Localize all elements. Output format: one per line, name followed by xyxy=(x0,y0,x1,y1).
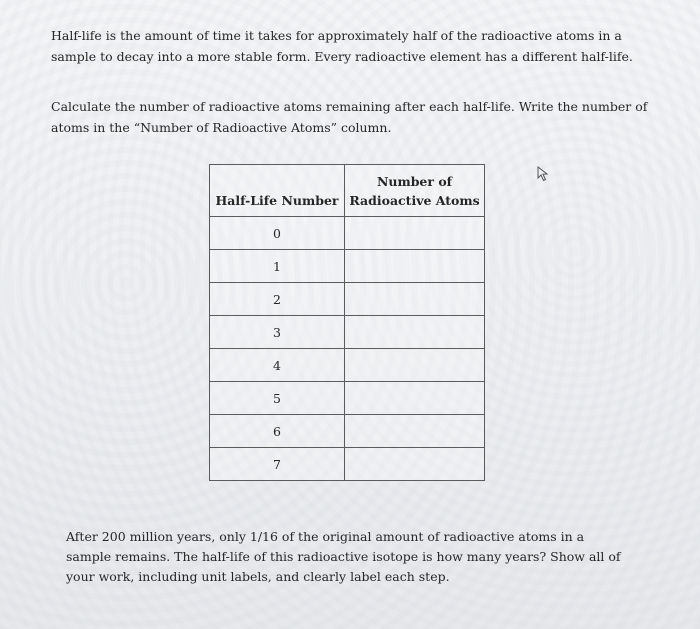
table-row xyxy=(210,217,485,250)
intro-paragraph: Half-life is the amount of time it takes for approximately half of the radioactive atoms in a sample to decay into a more stable form. Every radioactive element has a different half-life. xyxy=(51,28,633,64)
half-life-cell: 7 xyxy=(210,448,345,481)
table-row xyxy=(210,382,485,415)
header-number-of-atoms: Number of Radioactive Atoms xyxy=(345,165,485,217)
question-paragraph: After 200 million years, only 1/16 of the original amount of radioactive atoms in a sample remains. The half-life of this radioactive isotope is how many years? Show all of your work, including unit labels, and clearly label each step. xyxy=(66,529,621,584)
table-row xyxy=(210,316,485,349)
half-life-cell: 3 xyxy=(210,316,345,349)
half-life-table-container xyxy=(209,164,485,481)
half-life-cell: 0 xyxy=(210,217,345,250)
half-life-cell: 1 xyxy=(210,250,345,283)
table-row xyxy=(210,349,485,382)
mouse-pointer-icon xyxy=(537,166,551,182)
half-life-table xyxy=(209,164,485,481)
atoms-cell[interactable] xyxy=(345,415,485,448)
atoms-cell[interactable] xyxy=(345,382,485,415)
half-life-cell: 4 xyxy=(210,349,345,382)
half-life-cell: 2 xyxy=(210,283,345,316)
table-row xyxy=(210,250,485,283)
instructions-paragraph: Calculate the number of radioactive atoms remaining after each half-life. Write the number of atoms in the “Number of Radioactive Atoms” column. xyxy=(51,99,648,135)
header-half-life-number: Half-Life Number xyxy=(210,165,345,217)
table-row xyxy=(210,415,485,448)
atoms-cell[interactable] xyxy=(345,250,485,283)
half-life-cell: 5 xyxy=(210,382,345,415)
atoms-cell[interactable] xyxy=(345,448,485,481)
atoms-cell[interactable] xyxy=(345,349,485,382)
atoms-cell[interactable] xyxy=(345,217,485,250)
half-life-cell: 6 xyxy=(210,415,345,448)
table-row xyxy=(210,448,485,481)
table-header-row xyxy=(210,165,485,217)
atoms-cell[interactable] xyxy=(345,316,485,349)
atoms-cell[interactable] xyxy=(345,283,485,316)
table-row xyxy=(210,283,485,316)
